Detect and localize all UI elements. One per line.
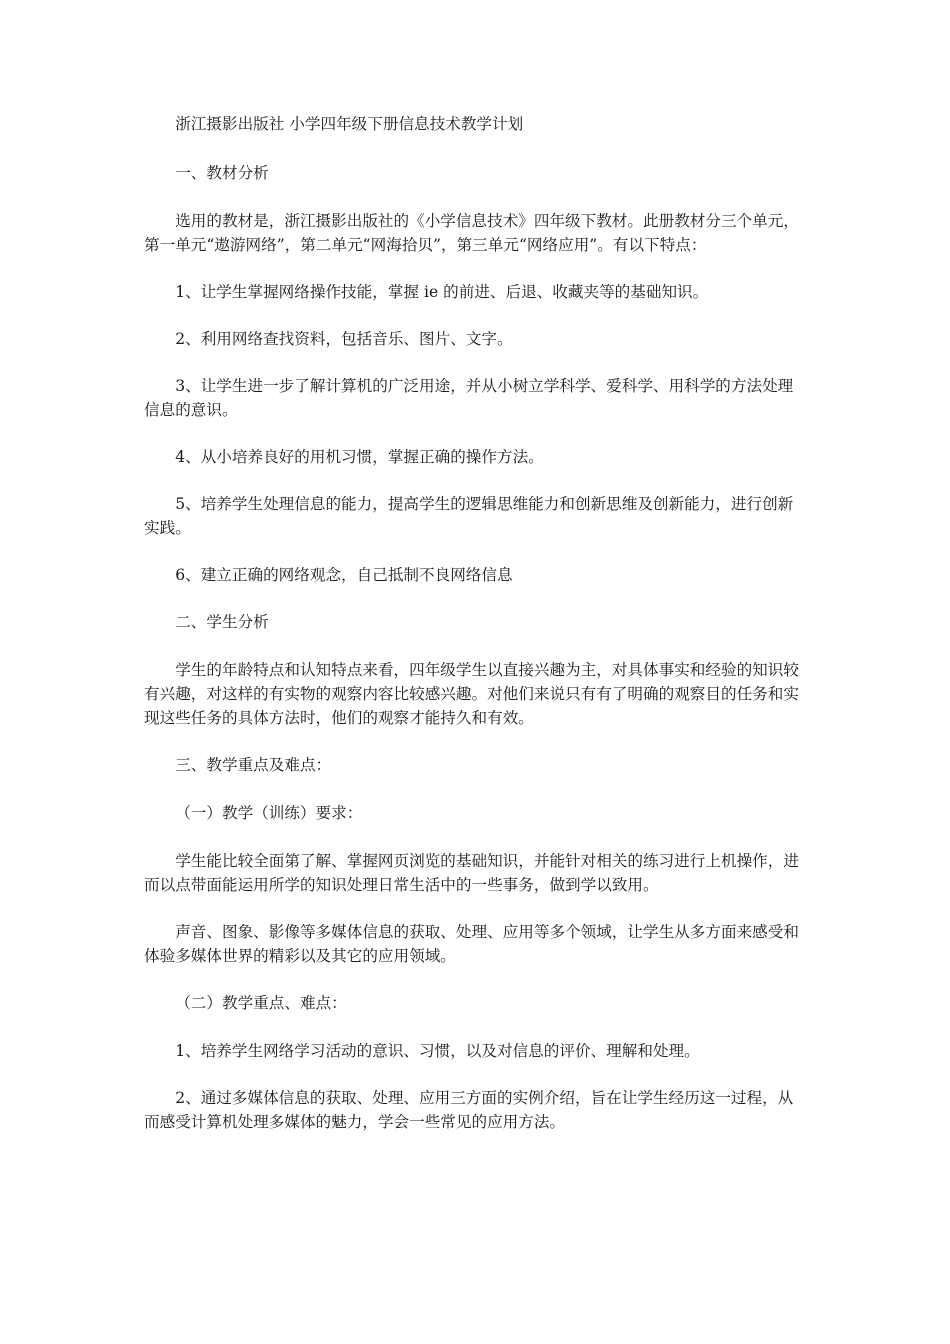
section-heading-key-points: 三、教学重点及难点： — [175, 756, 332, 774]
list-item-key-point-1: 1、培养学生网络学习活动的意识、习惯，以及对信息的评价、理解和处理。 — [175, 1042, 700, 1060]
paragraph-requirements-1: 学生能比较全面第了解、掌握网页浏览的基础知识，并能针对相关的练习进行上机操作，进而以点带面能运用所学的知识处理日常生活中的一些事务，做到学以致用。 — [144, 852, 799, 894]
document-title: 浙江摄影出版社 小学四年级下册信息技术教学计划 — [175, 115, 524, 133]
paragraph-requirements-2: 声音、图象、影像等多媒体信息的获取、处理、应用等多个领域，让学生从多方面来感受和体验多媒体世界的精彩以及其它的应用领域。 — [144, 923, 799, 965]
list-item-feature-3: 3、让学生进一步了解计算机的广泛用途，并从小树立学科学、爱科学、用科学的方法处理信息的意识。 — [144, 377, 794, 419]
section-heading-student-analysis: 二、学生分析 — [175, 613, 269, 631]
list-item-feature-2: 2、利用网络查找资料，包括音乐、图片、文字。 — [175, 330, 513, 348]
document-body — [144, 112, 808, 1157]
paragraph-textbook-intro: 选用的教材是，浙江摄影出版社的《小学信息技术》四年级下教材。此册教材分三个单元，第一单元“遨游网络”，第二单元“网海拾贝”，第三单元“网络应用”。有以下特点： — [144, 212, 799, 254]
paragraph-student-analysis: 学生的年龄特点和认知特点来看，四年级学生以直接兴趣为主，对具体事实和经验的知识较有兴趣，对这样的有实物的观察内容比较感兴趣。对他们来说只有有了明确的观察目的任务和实现这些任务的具体方法时，他们的观察才能持久和有效。 — [144, 661, 799, 727]
subsection-heading-requirements: （一）教学（训练）要求： — [175, 804, 363, 822]
list-item-feature-5: 5、培养学生处理信息的能力，提高学生的逻辑思维能力和创新思维及创新能力，进行创新实践。 — [144, 495, 794, 537]
list-item-key-point-2: 2、通过多媒体信息的获取、处理、应用三方面的实例介绍，旨在让学生经历这一过程，从而感受计算机处理多媒体的魅力，学会一些常见的应用方法。 — [144, 1089, 794, 1131]
section-heading-textbook-analysis: 一、教材分析 — [175, 164, 269, 182]
list-item-feature-6: 6、建立正确的网络观念，自己抵制不良网络信息 — [175, 566, 513, 584]
list-item-feature-4: 4、从小培养良好的用机习惯，掌握正确的操作方法。 — [175, 448, 544, 466]
subsection-heading-key-difficult-points: （二）教学重点、难点： — [175, 994, 347, 1012]
list-item-feature-1: 1、让学生掌握网络操作技能，掌握 ie 的前进、后退、收藏夹等的基础知识。 — [175, 283, 709, 301]
